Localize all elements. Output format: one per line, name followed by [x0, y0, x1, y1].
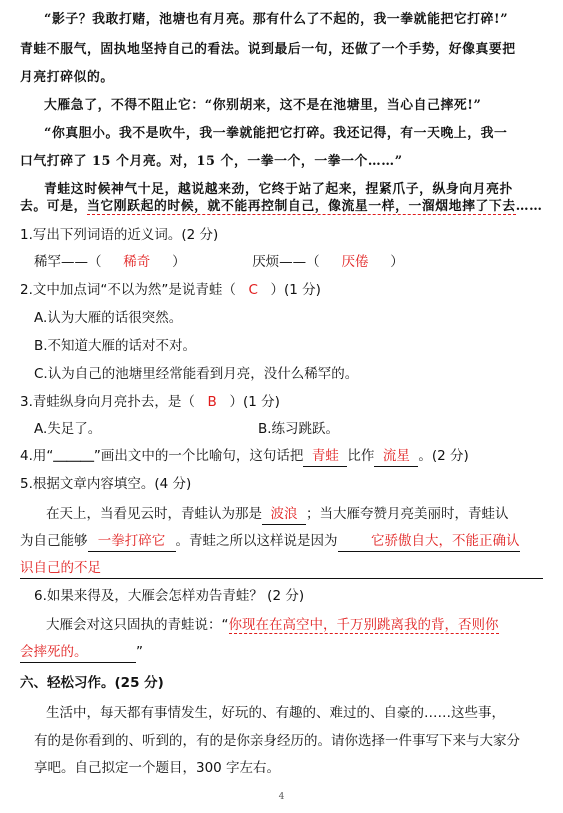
q4-text: ”画出文中的一个比喻句，这句话把: [93, 448, 304, 464]
passage-line: 青蛙不服气，固执地坚持自己的看法。说到最后一句，还做了一个手势，好像真要把: [20, 42, 516, 57]
passage-line: 青蛙这时候神气十足，越说越来劲，它终于站了起来，捏紧爪子，纵身向月亮扑: [44, 182, 513, 197]
question-5-stem: 5.根据文章内容填空。(4 分): [20, 476, 192, 492]
section-6-line: 享吧。自己拟定一个题目，300 字左右。: [34, 760, 281, 776]
q4-text: 4.用“: [20, 448, 54, 464]
q5-text: ；当大雁夸赞月亮美丽时，青蛙认: [306, 506, 509, 522]
q1-word2: 厌烦——（: [252, 254, 320, 270]
q5-line3: [20, 558, 545, 579]
q5-answer2[interactable]: 一拳打碎它: [88, 531, 176, 552]
q5-text: 为自己能够: [20, 533, 88, 549]
q5-text: 在天上，当看见云时，青蛙认为那是: [46, 506, 262, 522]
q5-line1: [46, 504, 545, 525]
q4-answer1[interactable]: 青蛙: [303, 446, 347, 467]
passage-text: ……: [515, 199, 543, 214]
q3-option-b: B.练习跳跃。: [258, 421, 340, 437]
q6-text: 大雁会对这只固执的青蛙说：“: [46, 617, 229, 633]
section-6-title: 六、轻松习作。(25 分): [20, 675, 164, 691]
passage-line: “影子？我敢打赌，池塘也有月亮。那有什么了不起的，我一拳就能把它打碎!”: [44, 12, 509, 27]
q4-underline-mark: ＿＿＿: [53, 448, 94, 464]
q5-line2: [20, 531, 545, 552]
q3-stem-text: 3.青蛙纵身向月亮扑去，是（: [20, 394, 195, 410]
question-3-stem: [20, 392, 545, 412]
passage-text: 去。可是，: [20, 199, 87, 214]
q2-option-c: C.认为自己的池塘里经常能看到月亮，没什么稀罕的。: [34, 366, 359, 382]
q2-answer[interactable]: C: [248, 282, 258, 298]
q3-answer[interactable]: B: [207, 394, 217, 410]
q1-answer2[interactable]: 厌倦: [341, 254, 369, 270]
q2-score: ）(1 分): [270, 282, 321, 298]
q6-close-quote: ”: [136, 644, 143, 660]
q2-option-a: A.认为大雁的话很突然。: [34, 310, 183, 326]
q4-text: 比作: [347, 448, 375, 464]
section-6-line: 有的是你看到的、听到的，有的是你亲身经历的。请你选择一件事写下来与大家分: [34, 733, 520, 749]
q3-score: ）(1 分): [229, 394, 280, 410]
q6-answer[interactable]: 你现在在高空中，千万别跳离我的背，否则你: [228, 617, 499, 633]
page-number: 4: [278, 792, 285, 802]
passage-line: “你真胆小。我不是吹牛，我一拳就能把它打碎。我还记得，有一天晚上，我一: [44, 126, 508, 141]
passage-line: 口气打碎了 15 个月亮。对，15 个，一拳一个，一拳一个……”: [20, 154, 403, 169]
q1-close2: ）: [390, 254, 404, 270]
q4-answer2[interactable]: 流星: [374, 446, 418, 467]
q6-line1: [46, 615, 545, 635]
metaphor-underline: 当它刚跃起的时候，就不能再控制自己，像流星一样，一溜烟地摔了下去: [86, 199, 516, 214]
q5-answer3-cont[interactable]: 识自己的不足: [20, 558, 543, 579]
q5-text: 。青蛙之所以这样说是因为: [175, 533, 338, 549]
section-6-line: 生活中，每天都有事情发生，好玩的、有趣的、难过的、自豪的……这些事，: [46, 705, 505, 721]
q2-stem-text: 2.文中加点词“不以为然”是说青蛙（: [20, 282, 236, 298]
q1-answer1[interactable]: 稀奇: [123, 254, 151, 270]
q3-option-a: A.失足了。: [34, 421, 102, 437]
q1-word1: 稀罕——（: [34, 254, 102, 270]
q1-close1: ）: [172, 254, 186, 270]
q4-score: 。(2 分): [418, 448, 469, 464]
q6-line2: [20, 642, 545, 663]
question-1-answers: [34, 252, 545, 272]
passage-line: 月亮打碎似的。: [20, 70, 114, 85]
passage-line: 大雁急了，不得不阻止它：“你别胡来，这不是在池塘里，当心自己摔死!”: [44, 98, 482, 113]
q5-answer3[interactable]: 它骄傲自大，不能正确认: [338, 531, 520, 552]
passage-line: [20, 197, 545, 217]
question-4: [20, 446, 545, 467]
question-6-stem: 6.如果来得及，大雁会怎样劝告青蛙？ (2 分): [34, 588, 305, 604]
question-2-stem: [20, 280, 545, 300]
q5-answer1[interactable]: 波浪: [262, 504, 306, 525]
q2-option-b: B.不知道大雁的话对不对。: [34, 338, 197, 354]
q6-answer-cont[interactable]: 会摔死的。: [20, 642, 136, 663]
question-1-stem: 1.写出下列词语的近义词。(2 分): [20, 227, 219, 243]
